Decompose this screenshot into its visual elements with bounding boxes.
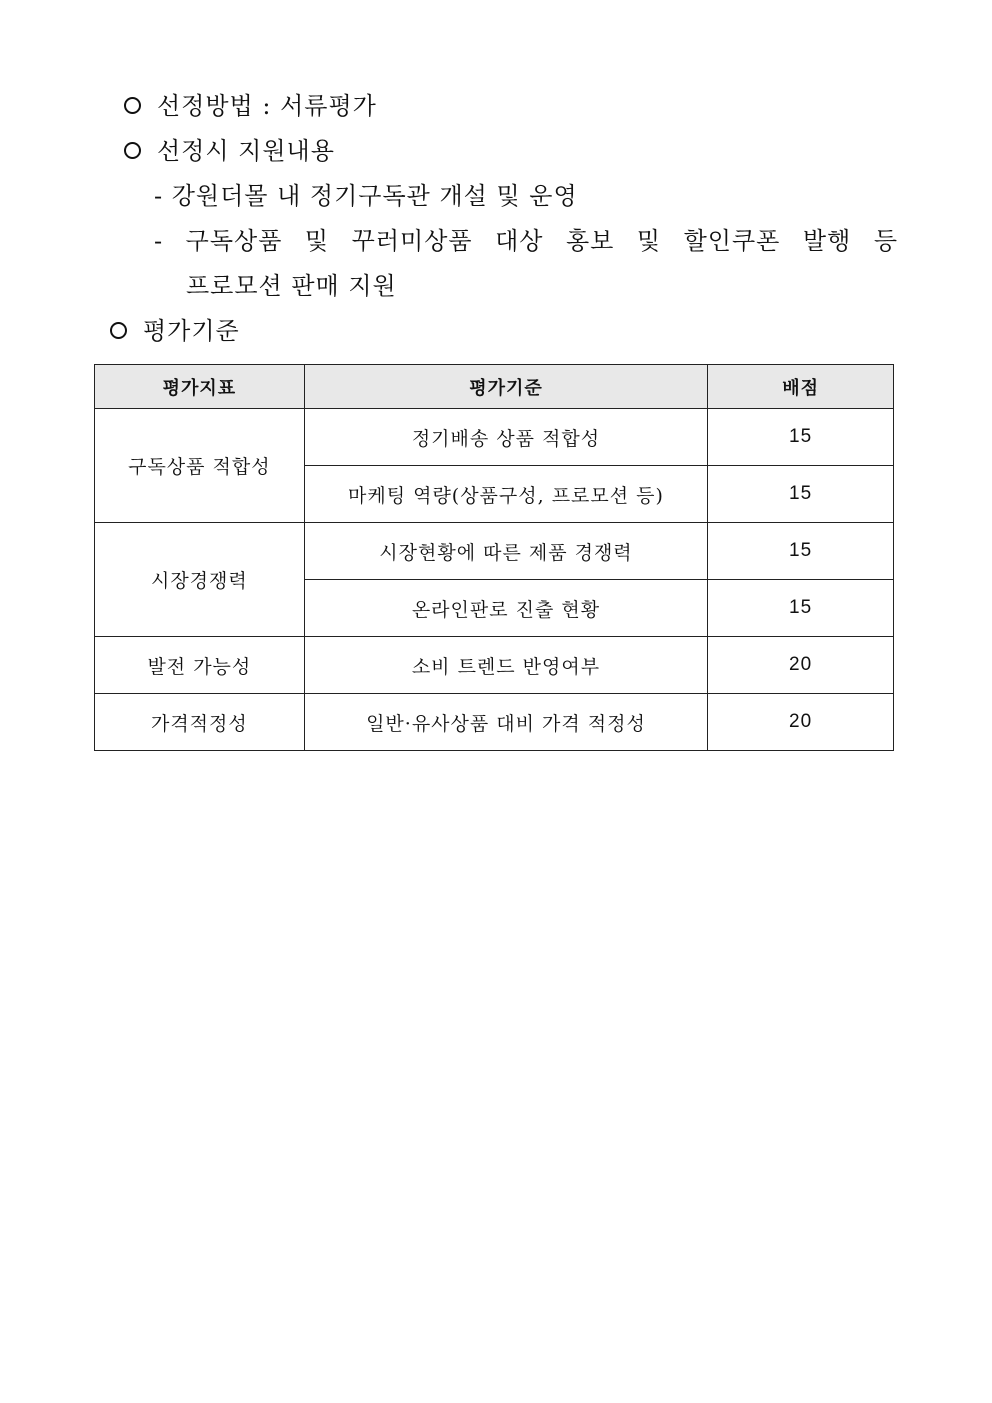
- score-cell: 15: [708, 466, 894, 523]
- criteria-text: 평가기준: [143, 317, 240, 345]
- indicator-cell: 발전 가능성: [95, 637, 305, 694]
- circle-bullet-icon: [110, 322, 127, 339]
- method-text: 선정방법 : 서류평가: [157, 92, 377, 120]
- support-item-2-word: 발행: [802, 227, 852, 255]
- support-text: 선정시 지원내용: [157, 137, 335, 165]
- score-cell: 15: [708, 409, 894, 466]
- support-item-2-word: 대상: [495, 227, 544, 255]
- header-criterion: 평가기준: [304, 365, 707, 409]
- support-item-2: [154, 226, 898, 256]
- criterion-cell: 소비 트렌드 반영여부: [304, 637, 707, 694]
- table-header-row: [95, 365, 894, 409]
- criterion-cell: 온라인판로 진출 현황: [304, 580, 707, 637]
- circle-bullet-icon: [124, 97, 141, 114]
- support-item-1: - 강원더몰 내 정기구독관 개설 및 운영: [154, 182, 578, 210]
- criterion-cell: 정기배송 상품 적합성: [304, 409, 707, 466]
- header-score: 배점: [708, 365, 894, 409]
- support-item-2-word: 및: [304, 227, 330, 255]
- indicator-cell: 시장경쟁력: [95, 523, 305, 637]
- score-cell: 15: [708, 580, 894, 637]
- support-item-2-word: 꾸러미상품: [351, 227, 473, 255]
- support-item-2-word: 구독상품: [185, 227, 283, 255]
- criterion-cell: 마케팅 역량(상품구성, 프로모션 등): [304, 466, 707, 523]
- method-line: [124, 91, 377, 121]
- header-indicator: 평가지표: [95, 365, 305, 409]
- support-item-2-word: 할인쿠폰: [683, 227, 781, 255]
- support-line: [124, 136, 335, 166]
- support-item-2-word: 및: [636, 227, 662, 255]
- support-item-2-word: 홍보: [566, 227, 615, 255]
- table-row: [95, 694, 894, 751]
- score-cell: 20: [708, 637, 894, 694]
- evaluation-table: [94, 364, 894, 751]
- table-row: [95, 409, 894, 466]
- criteria-line: [110, 316, 240, 346]
- support-item-2-word: -: [154, 227, 164, 255]
- support-item-2-word: 등: [873, 227, 898, 255]
- criterion-cell: 일반·유사상품 대비 가격 적정성: [304, 694, 707, 751]
- indicator-cell: 가격적정성: [95, 694, 305, 751]
- table-row: [95, 523, 894, 580]
- score-cell: 15: [708, 523, 894, 580]
- criterion-cell: 시장현황에 따른 제품 경쟁력: [304, 523, 707, 580]
- circle-bullet-icon: [124, 142, 141, 159]
- indicator-cell: 구독상품 적합성: [95, 409, 305, 523]
- table-row: [95, 637, 894, 694]
- support-item-2-continued: 프로모션 판매 지원: [186, 272, 397, 300]
- score-cell: 20: [708, 694, 894, 751]
